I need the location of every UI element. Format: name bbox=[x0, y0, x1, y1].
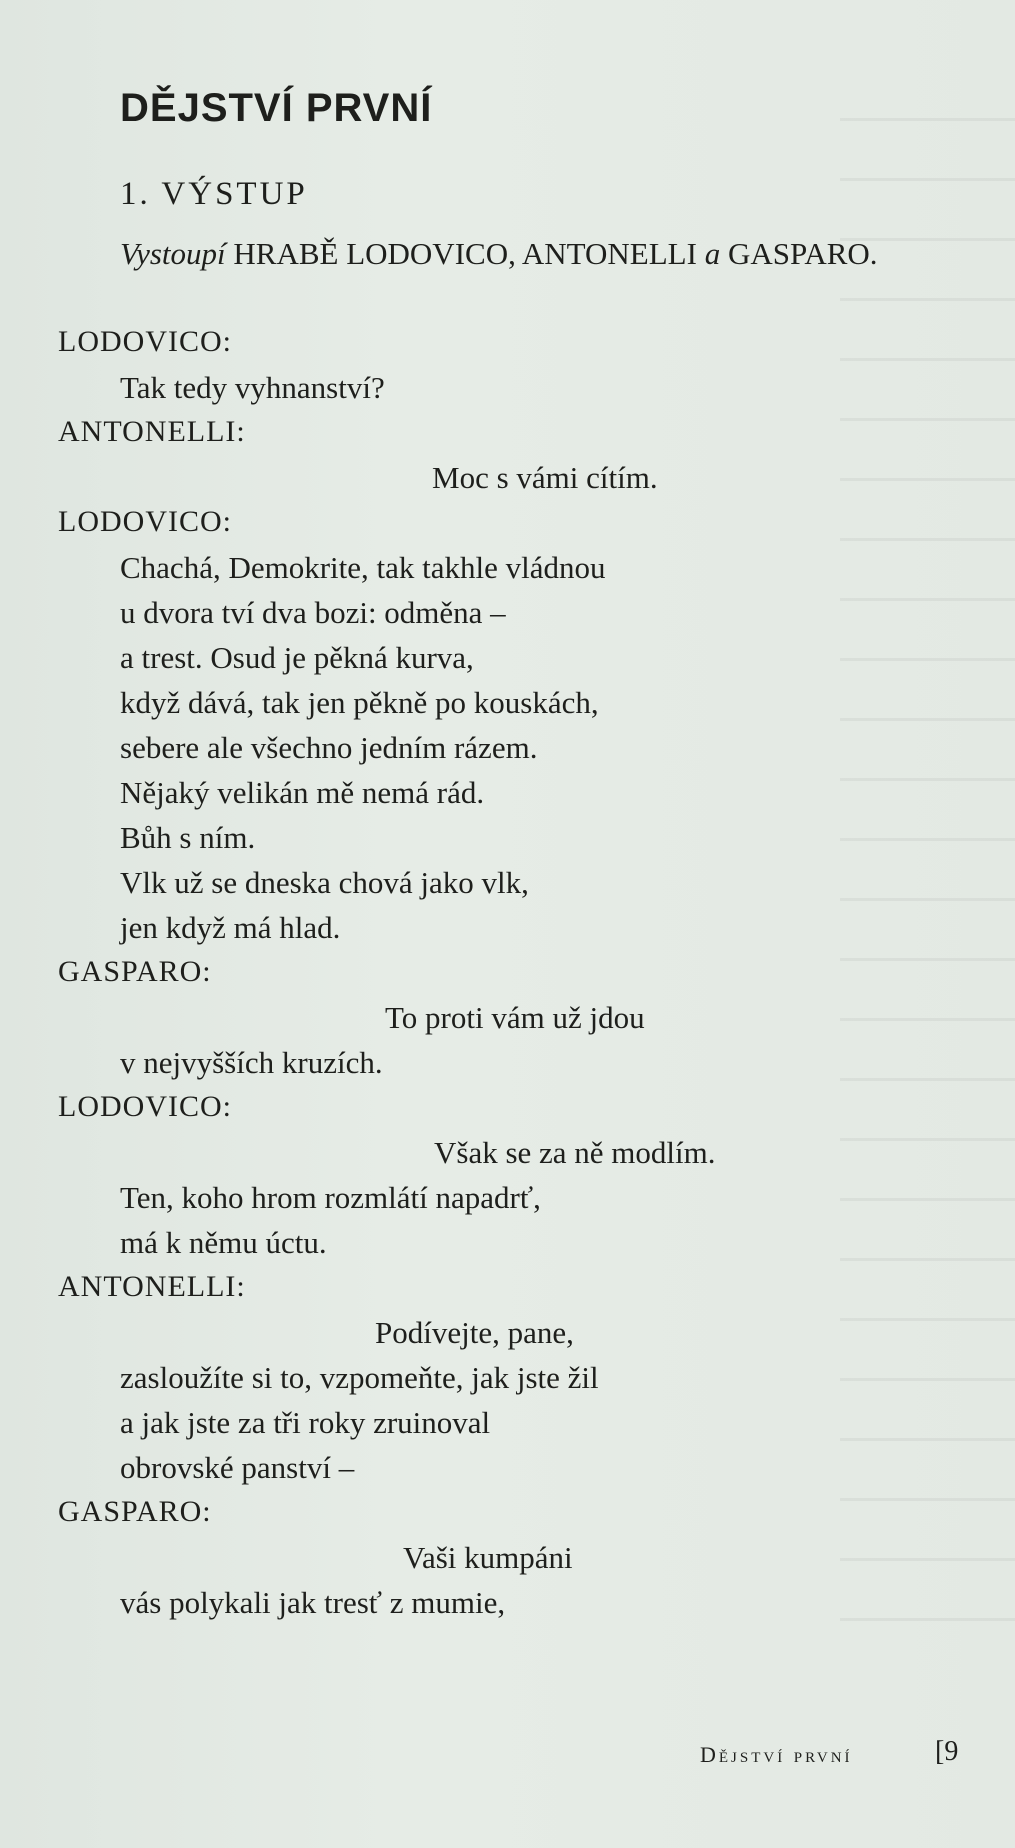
verse-line: a trest. Osud je pěkná kurva, bbox=[120, 640, 474, 675]
page-number: [9 bbox=[935, 1736, 959, 1767]
speaker-name: ANTONELLI: bbox=[58, 415, 246, 448]
verse-line: Bůh s ním. bbox=[120, 820, 256, 855]
verse-line: To proti vám už jdou bbox=[385, 1000, 645, 1035]
verse-line: Tak tedy vyhnanství? bbox=[120, 370, 385, 405]
verse-line: sebere ale všechno jedním rázem. bbox=[120, 730, 538, 765]
verse-line: Moc s vámi cítím. bbox=[432, 460, 658, 495]
verse-line: Podívejte, pane, bbox=[375, 1315, 574, 1350]
verse-line: Nějaký velikán mě nemá rád. bbox=[120, 775, 485, 810]
verse-line: obrovské panství – bbox=[120, 1450, 355, 1485]
stage-direction bbox=[120, 236, 878, 272]
verse-line: u dvora tví dva bozi: odměna – bbox=[120, 595, 506, 630]
verse-line: zasloužíte si to, vzpomeňte, jak jste žil bbox=[120, 1360, 599, 1395]
speaker-name: GASPARO: bbox=[58, 955, 212, 988]
speaker-name: GASPARO: bbox=[58, 1495, 212, 1528]
stage-direction-part1: HRABĚ LODOVICO, ANTONELLI bbox=[225, 236, 705, 271]
stage-direction-part2: GASPARO. bbox=[720, 236, 878, 271]
running-head: Dějství první bbox=[700, 1742, 853, 1767]
stage-direction-verb: Vystoupí bbox=[120, 236, 226, 271]
scene-title: 1. VÝSTUP bbox=[120, 176, 308, 212]
speaker-name: LODOVICO: bbox=[58, 325, 232, 358]
verse-line: když dává, tak jen pěkně po kouskách, bbox=[120, 685, 599, 720]
stage-direction-conj: a bbox=[704, 236, 721, 271]
verse-line: Ten, koho hrom rozmlátí napadrť, bbox=[120, 1180, 541, 1215]
verse-line: Vlk už se dneska chová jako vlk, bbox=[120, 865, 529, 900]
verse-line: vás polykali jak tresť z mumie, bbox=[120, 1585, 506, 1620]
verse-line: má k němu úctu. bbox=[120, 1225, 327, 1260]
speaker-name: ANTONELLI: bbox=[58, 1270, 246, 1303]
bleed-through-text bbox=[840, 90, 1015, 1650]
speaker-name: LODOVICO: bbox=[58, 1090, 232, 1123]
verse-line: v nejvyšších kruzích. bbox=[120, 1045, 383, 1080]
speaker-name: LODOVICO: bbox=[58, 505, 232, 538]
act-title: DĚJSTVÍ PRVNÍ bbox=[120, 86, 433, 130]
verse-line: jen když má hlad. bbox=[120, 910, 341, 945]
verse-line: Vaši kumpáni bbox=[403, 1540, 573, 1575]
verse-line: a jak jste za tři roky zruinoval bbox=[120, 1405, 491, 1440]
verse-line: Chachá, Demokrite, tak takhle vládnou bbox=[120, 550, 606, 585]
verse-line: Však se za ně modlím. bbox=[434, 1135, 716, 1170]
